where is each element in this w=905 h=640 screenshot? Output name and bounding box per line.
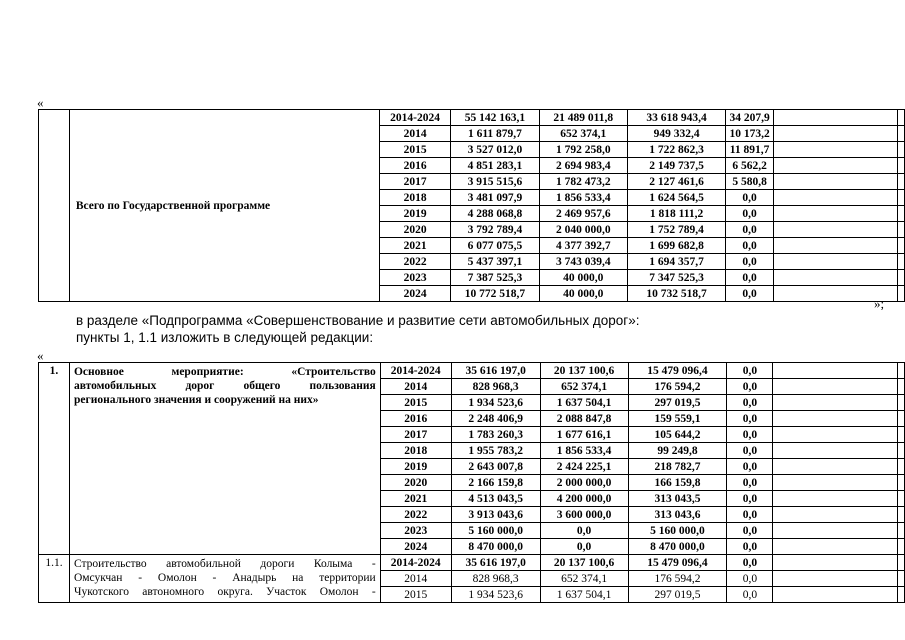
period-cell: 2017 <box>380 427 451 443</box>
amount-cell: 652 374,1 <box>540 379 628 395</box>
empty-cell <box>898 286 905 302</box>
amount-cell: 7 347 525,3 <box>627 270 726 286</box>
amount-cell: 2 469 957,6 <box>539 206 627 222</box>
amount-cell: 0,0 <box>727 507 773 523</box>
empty-cell <box>773 238 897 254</box>
amount-cell: 4 377 392,7 <box>539 238 627 254</box>
empty-cell <box>773 459 898 475</box>
amount-cell: 0,0 <box>727 379 773 395</box>
period-cell: 2024 <box>380 539 451 555</box>
period-cell: 2014 <box>380 571 451 587</box>
amount-cell: 5 437 397,1 <box>451 254 540 270</box>
period-cell: 2015 <box>380 395 451 411</box>
empty-cell <box>773 110 897 126</box>
label-word: территории <box>319 572 376 584</box>
label-line <box>74 585 376 599</box>
amount-cell: 176 594,2 <box>628 379 727 395</box>
amount-cell: 0,0 <box>726 286 773 302</box>
amount-cell: 99 249,8 <box>628 443 727 459</box>
amount-cell: 2 166 159,8 <box>451 475 540 491</box>
period-cell: 2024 <box>380 286 451 302</box>
amount-cell: 0,0 <box>727 539 773 555</box>
amount-cell: 33 618 943,4 <box>627 110 726 126</box>
label-word: Колыма <box>313 558 353 570</box>
table-row <box>39 110 905 126</box>
amount-cell: 0,0 <box>540 539 628 555</box>
amount-cell: 2 694 983,4 <box>539 158 627 174</box>
amount-cell: 1 722 862,3 <box>627 142 726 158</box>
amount-cell: 10 173,2 <box>726 126 773 142</box>
amount-cell: 55 142 163,1 <box>451 110 540 126</box>
amount-cell: 21 489 011,8 <box>539 110 627 126</box>
closing-quote: »; <box>874 296 885 311</box>
label-word: - <box>212 572 217 584</box>
amount-cell: 1 955 783,2 <box>451 443 540 459</box>
empty-cell <box>773 270 897 286</box>
amount-cell: 5 160 000,0 <box>628 523 727 539</box>
amount-cell: 1 856 533,4 <box>540 443 628 459</box>
table-row <box>39 555 905 571</box>
empty-cell <box>773 475 898 491</box>
period-cell: 2019 <box>380 206 451 222</box>
label-line <box>74 393 376 407</box>
amount-cell: 10 772 518,7 <box>451 286 540 302</box>
amount-cell: 218 782,7 <box>628 459 727 475</box>
label-line <box>74 379 376 393</box>
empty-cell <box>898 571 905 587</box>
empty-cell <box>773 363 898 379</box>
period-cell: 2021 <box>380 491 451 507</box>
label-word: Омолон <box>319 586 359 598</box>
amount-cell: 1 934 523,6 <box>451 395 540 411</box>
subprogram-items-table <box>38 362 905 603</box>
empty-cell <box>898 174 905 190</box>
amount-cell: 0,0 <box>727 459 773 475</box>
opening-quote-2: « <box>37 348 44 363</box>
amount-cell: 4 288 068,8 <box>451 206 540 222</box>
empty-cell <box>773 254 897 270</box>
label-word: Омсукчан <box>73 572 123 584</box>
main-activity-label <box>69 363 380 555</box>
empty-cell <box>898 427 905 443</box>
period-cell: 2022 <box>380 507 451 523</box>
amount-cell: 20 137 100,6 <box>540 363 628 379</box>
amount-cell: 828 968,3 <box>451 379 540 395</box>
amount-cell: 1 782 473,2 <box>539 174 627 190</box>
amount-cell: 2 127 461,6 <box>627 174 726 190</box>
amount-cell: 0,0 <box>727 555 773 571</box>
amount-cell: 6 562,2 <box>726 158 773 174</box>
amount-cell: 1 611 879,7 <box>451 126 540 142</box>
amount-cell: 0,0 <box>727 587 773 603</box>
period-cell: 2020 <box>380 475 451 491</box>
empty-cell <box>773 158 897 174</box>
amount-cell: 0,0 <box>727 443 773 459</box>
amount-cell: 4 200 000,0 <box>540 491 628 507</box>
amount-cell: 949 332,4 <box>627 126 726 142</box>
amount-cell: 11 891,7 <box>726 142 773 158</box>
program-label: Всего по Государственной программе <box>69 110 379 302</box>
empty-cell <box>773 491 898 507</box>
period-cell: 2018 <box>380 443 451 459</box>
amount-cell: 176 594,2 <box>628 571 727 587</box>
amount-cell: 652 374,1 <box>540 571 628 587</box>
program-total-table <box>38 109 905 302</box>
amount-cell: 1 677 616,1 <box>540 427 628 443</box>
empty-cell <box>773 427 898 443</box>
empty-cell <box>898 539 905 555</box>
period-cell: 2019 <box>380 459 451 475</box>
empty-cell <box>898 110 905 126</box>
amount-cell: 2 424 225,1 <box>540 459 628 475</box>
amount-cell: 4 851 283,1 <box>451 158 540 174</box>
amount-cell: 313 043,5 <box>628 491 727 507</box>
empty-cell <box>773 174 897 190</box>
amount-cell: 8 470 000,0 <box>451 539 540 555</box>
empty-cell <box>773 379 898 395</box>
index-cell <box>39 110 70 302</box>
empty-cell <box>773 571 898 587</box>
label-line <box>74 557 376 571</box>
empty-cell <box>898 459 905 475</box>
amount-cell: 0,0 <box>726 190 773 206</box>
label-word: автономного <box>142 586 205 598</box>
period-cell: 2022 <box>380 254 451 270</box>
item-number: 1.1. <box>39 555 70 603</box>
amount-cell: 1 856 533,4 <box>539 190 627 206</box>
empty-cell <box>898 379 905 395</box>
amount-cell: 0,0 <box>726 270 773 286</box>
amount-cell: 2 088 847,8 <box>540 411 628 427</box>
amount-cell: 3 600 000,0 <box>540 507 628 523</box>
empty-cell <box>773 443 898 459</box>
amount-cell: 652 374,1 <box>539 126 627 142</box>
amount-cell: 1 818 111,2 <box>627 206 726 222</box>
item-number: 1. <box>39 363 70 555</box>
label-word: на <box>292 572 304 584</box>
amount-cell: 0,0 <box>727 491 773 507</box>
empty-cell <box>773 222 897 238</box>
empty-cell <box>773 539 898 555</box>
label-word: - <box>371 558 376 570</box>
label-word: автомобильной <box>166 558 241 570</box>
amount-cell: 3 915 515,6 <box>451 174 540 190</box>
period-cell: 2020 <box>380 222 451 238</box>
period-cell: 2018 <box>380 190 451 206</box>
empty-cell <box>898 222 905 238</box>
period-cell: 2014-2024 <box>380 363 451 379</box>
empty-cell <box>773 142 897 158</box>
amount-cell: 3 527 012,0 <box>451 142 540 158</box>
label-word: дорог <box>185 380 215 392</box>
period-cell: 2014-2024 <box>380 110 451 126</box>
empty-cell <box>773 126 897 142</box>
amount-cell: 0,0 <box>727 427 773 443</box>
label-word: Строительство <box>73 558 147 570</box>
empty-cell <box>773 555 898 571</box>
amount-cell: 35 616 197,0 <box>451 555 540 571</box>
period-cell: 2017 <box>380 174 451 190</box>
label-word: - <box>371 586 376 598</box>
amount-cell: 1 792 258,0 <box>539 142 627 158</box>
amount-cell: 3 743 039,4 <box>539 254 627 270</box>
amount-cell: 1 934 523,6 <box>451 587 540 603</box>
empty-cell <box>773 587 898 603</box>
amount-cell: 5 580,8 <box>726 174 773 190</box>
label-word: Основное <box>73 366 124 378</box>
empty-cell <box>898 363 905 379</box>
amount-cell: 297 019,5 <box>628 395 727 411</box>
period-cell: 2014 <box>380 126 451 142</box>
empty-cell <box>898 491 905 507</box>
amount-cell: 40 000,0 <box>539 286 627 302</box>
amount-cell: 3 792 789,4 <box>451 222 540 238</box>
label-word: общего <box>243 380 281 392</box>
label-word: Чукотского <box>73 586 129 598</box>
empty-cell <box>773 411 898 427</box>
amount-cell: 0,0 <box>727 363 773 379</box>
label-line <box>74 571 376 585</box>
amount-cell: 1 783 260,3 <box>451 427 540 443</box>
amount-cell: 3 481 097,9 <box>451 190 540 206</box>
amount-cell: 8 470 000,0 <box>628 539 727 555</box>
amount-cell: 34 207,9 <box>726 110 773 126</box>
amount-cell: 1 694 357,7 <box>627 254 726 270</box>
section-instruction: в разделе «Подпрограмма «Совершенствование и развитие сети автомобильных дорог»: <box>76 313 640 328</box>
empty-cell <box>898 126 905 142</box>
period-cell: 2016 <box>380 411 451 427</box>
amount-cell: 1 637 504,1 <box>540 395 628 411</box>
period-cell: 2015 <box>380 142 451 158</box>
label-word: округа. <box>217 586 253 598</box>
amount-cell: 105 644,2 <box>628 427 727 443</box>
amount-cell: 2 149 737,5 <box>627 158 726 174</box>
amount-cell: 313 043,6 <box>628 507 727 523</box>
empty-cell <box>773 190 897 206</box>
amount-cell: 5 160 000,0 <box>451 523 540 539</box>
amount-cell: 2 643 007,8 <box>451 459 540 475</box>
empty-cell <box>898 254 905 270</box>
amount-cell: 0,0 <box>540 523 628 539</box>
amount-cell: 828 968,3 <box>451 571 540 587</box>
table-row <box>39 363 905 379</box>
empty-cell <box>773 206 897 222</box>
period-cell: 2021 <box>380 238 451 254</box>
label-word: пользования <box>309 380 376 392</box>
period-cell: 2016 <box>380 158 451 174</box>
amount-cell: 4 513 043,5 <box>451 491 540 507</box>
period-cell: 2014 <box>380 379 451 395</box>
amount-cell: 35 616 197,0 <box>451 363 540 379</box>
amount-cell: 0,0 <box>726 238 773 254</box>
label-word: Участок <box>266 586 307 598</box>
empty-cell <box>898 206 905 222</box>
amount-cell: 1 624 564,5 <box>627 190 726 206</box>
empty-cell <box>898 190 905 206</box>
amount-cell: 1 699 682,8 <box>627 238 726 254</box>
amount-cell: 2 040 000,0 <box>539 222 627 238</box>
label-word: автомобильных <box>73 380 157 392</box>
empty-cell <box>898 443 905 459</box>
amount-cell: 1 752 789,4 <box>627 222 726 238</box>
empty-cell <box>898 523 905 539</box>
amount-cell: 7 387 525,3 <box>451 270 540 286</box>
empty-cell <box>898 555 905 571</box>
label-word: дороги <box>260 558 295 570</box>
empty-cell <box>773 507 898 523</box>
amount-cell: 2 000 000,0 <box>540 475 628 491</box>
period-cell: 2023 <box>380 270 451 286</box>
empty-cell <box>898 238 905 254</box>
amount-cell: 0,0 <box>727 523 773 539</box>
empty-cell <box>898 587 905 603</box>
amount-cell: 20 137 100,6 <box>540 555 628 571</box>
amount-cell: 159 559,1 <box>628 411 727 427</box>
amount-cell: 10 732 518,7 <box>627 286 726 302</box>
amount-cell: 0,0 <box>727 475 773 491</box>
amount-cell: 0,0 <box>727 395 773 411</box>
amount-cell: 166 159,8 <box>628 475 727 491</box>
amount-cell: 0,0 <box>727 571 773 587</box>
amount-cell: 0,0 <box>726 222 773 238</box>
opening-quote-1: « <box>37 95 44 110</box>
amount-cell: 3 913 043,6 <box>451 507 540 523</box>
subitem-label <box>69 555 380 603</box>
empty-cell <box>898 395 905 411</box>
amount-cell: 0,0 <box>726 206 773 222</box>
empty-cell <box>898 507 905 523</box>
amount-cell: 0,0 <box>726 254 773 270</box>
amount-cell: 1 637 504,1 <box>540 587 628 603</box>
amount-cell: 15 479 096,4 <box>628 363 727 379</box>
amount-cell: 6 077 075,5 <box>451 238 540 254</box>
empty-cell <box>773 523 898 539</box>
label-word: мероприятие: <box>171 366 244 378</box>
empty-cell <box>898 411 905 427</box>
label-word: регионального значения и сооружений на них» <box>73 394 319 406</box>
period-cell: 2015 <box>380 587 451 603</box>
label-word: - <box>138 572 143 584</box>
label-word: Омолон <box>157 572 197 584</box>
amount-cell: 2 248 406,9 <box>451 411 540 427</box>
amount-cell: 297 019,5 <box>628 587 727 603</box>
label-word: «Строительство <box>291 366 376 378</box>
empty-cell <box>898 142 905 158</box>
empty-cell <box>898 270 905 286</box>
period-cell: 2014-2024 <box>380 555 451 571</box>
amount-cell: 15 479 096,4 <box>628 555 727 571</box>
label-line <box>74 365 376 379</box>
empty-cell <box>898 158 905 174</box>
items-instruction: пункты 1, 1.1 изложить в следующей редакции: <box>76 330 374 345</box>
label-word: Анадырь <box>232 572 277 584</box>
period-cell: 2023 <box>380 523 451 539</box>
amount-cell: 40 000,0 <box>539 270 627 286</box>
empty-cell <box>898 475 905 491</box>
empty-cell <box>773 395 898 411</box>
amount-cell: 0,0 <box>727 411 773 427</box>
